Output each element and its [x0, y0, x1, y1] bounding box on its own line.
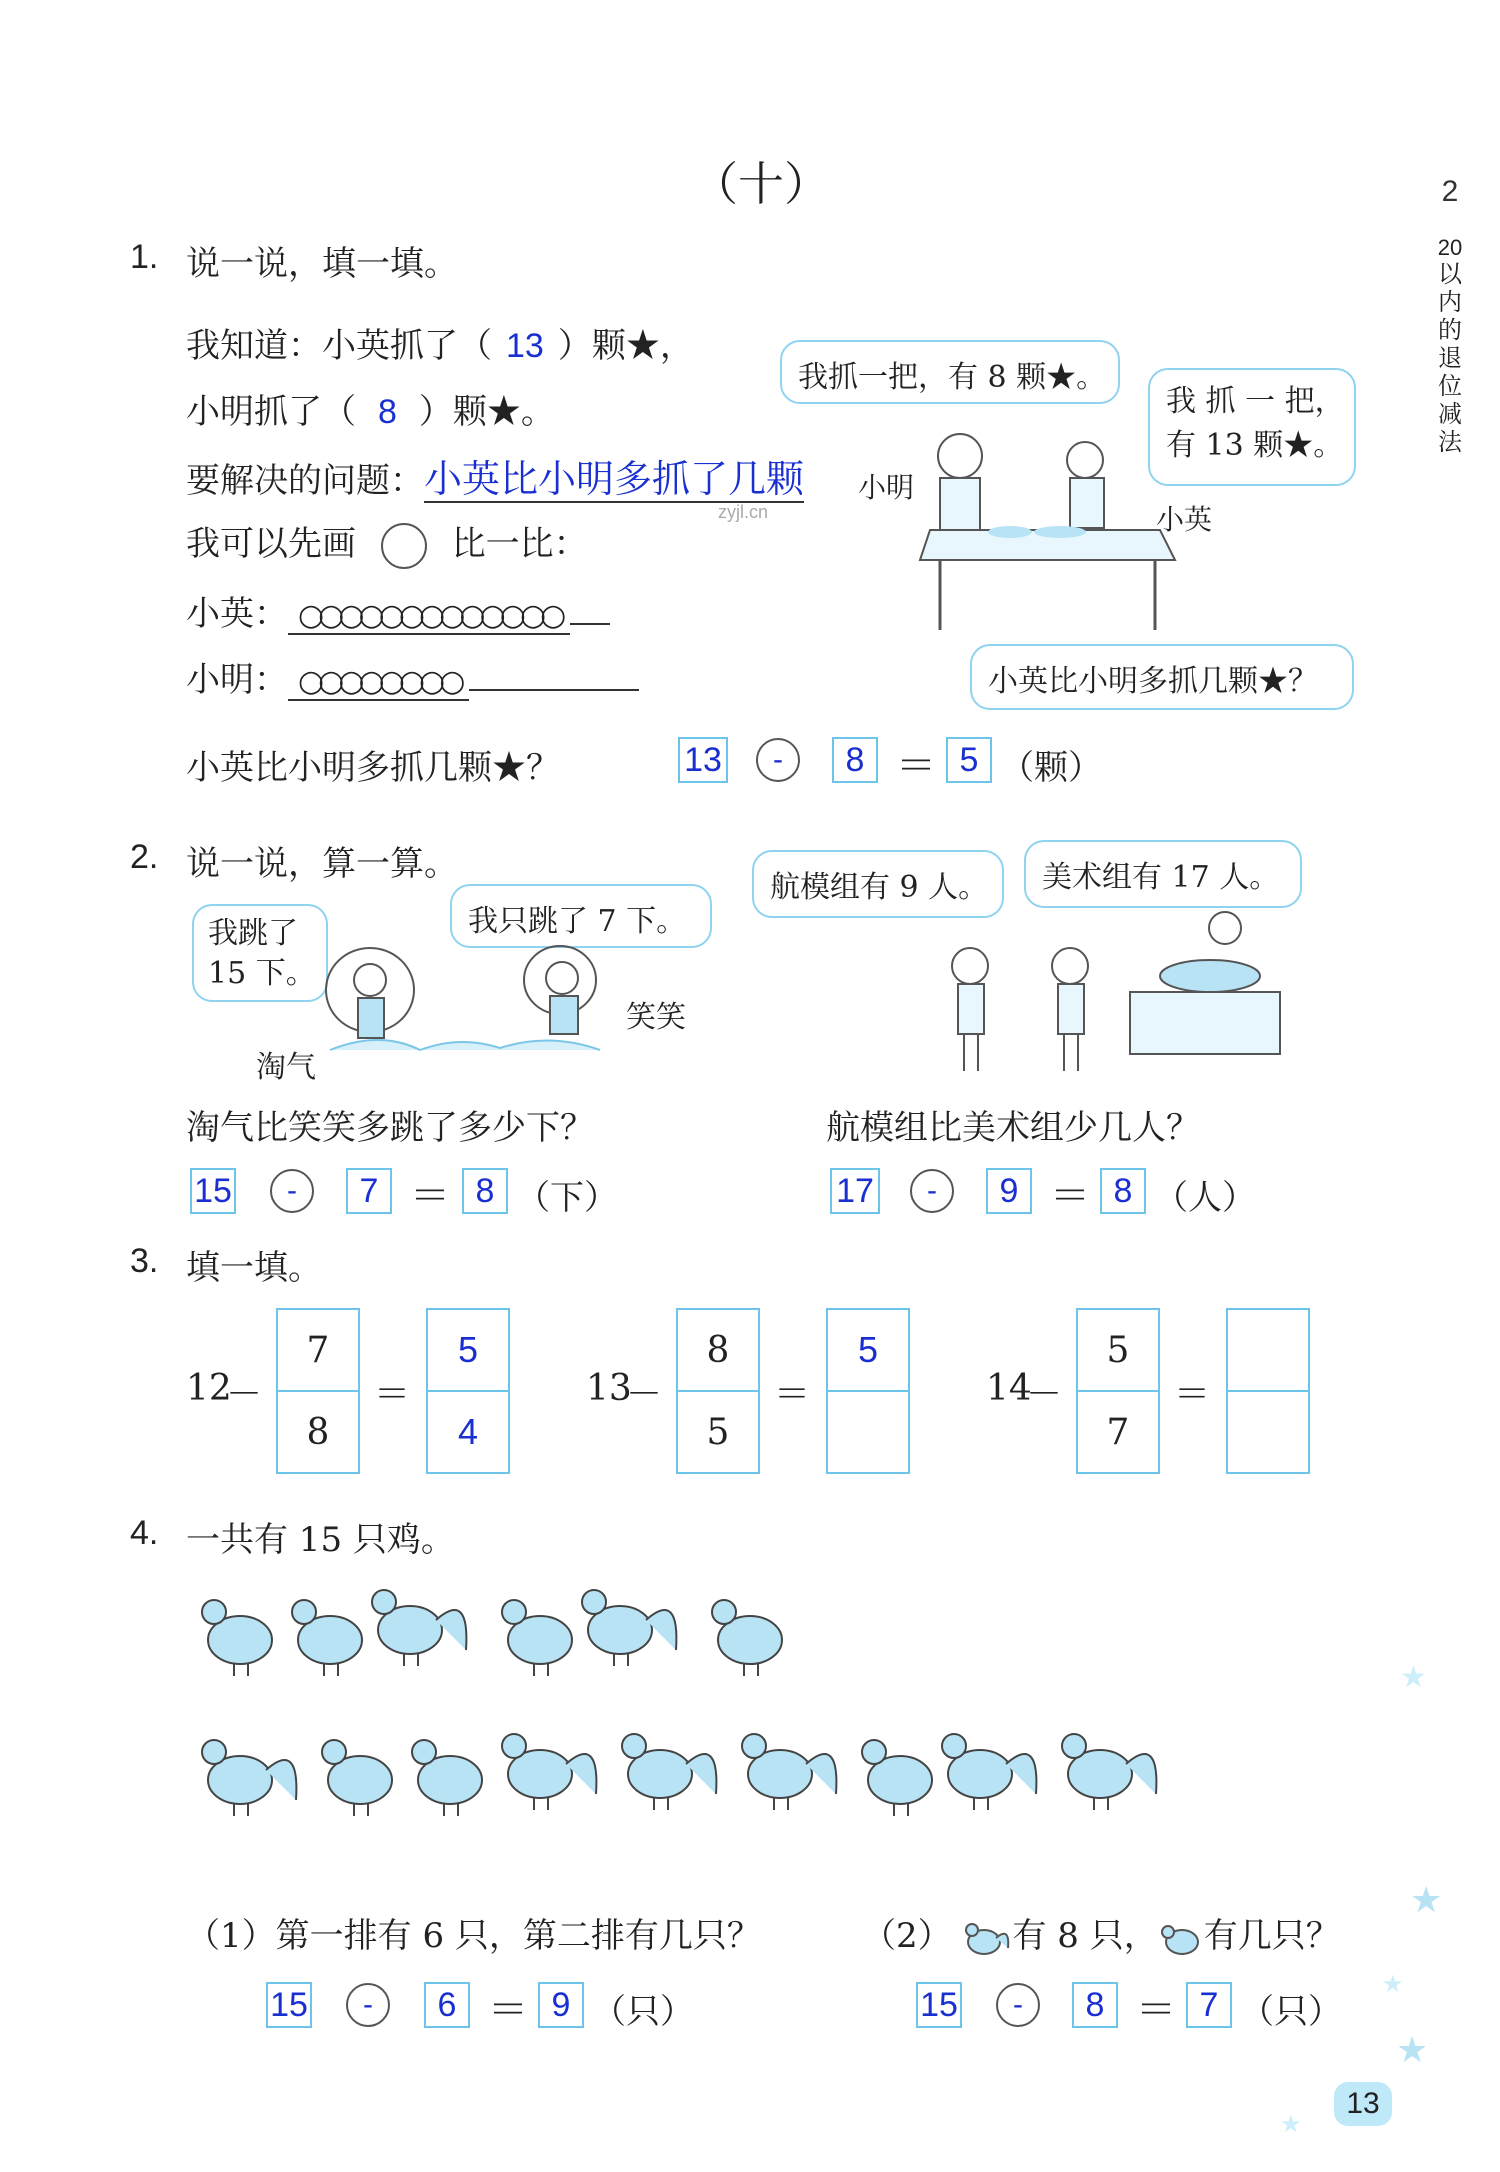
q2-left-eq-equals: ＝	[410, 1173, 450, 1219]
q1-eq-result: 5	[946, 737, 992, 783]
q2-right-eq-unit: （人）	[1154, 1178, 1256, 1218]
q4-heading: 一共有 15 只鸡。	[186, 1520, 455, 1560]
q1-line2	[186, 384, 555, 433]
q1-answer: 小英比小明多抓了几颗	[424, 459, 805, 501]
q1-eq-unit: （颗）	[1000, 748, 1102, 788]
rooster-icon	[742, 1734, 836, 1810]
chapter-title-char: 的	[1438, 317, 1462, 344]
q1-line1-post: ）颗★，	[557, 326, 694, 366]
q3-minus: －	[626, 1374, 663, 1415]
q3-result-bottom[interactable]	[826, 1390, 910, 1474]
rooster-icon	[962, 1918, 1012, 1958]
xiaoying-line-end	[570, 623, 610, 625]
q3-subtrahend-top: 5	[1076, 1308, 1160, 1392]
q2-right-eq-operator: -	[910, 1169, 954, 1213]
q1-bubble-xiaoying-l2: 有 13 颗★。	[1166, 428, 1344, 463]
q1-line3-pre: 要解决的问题：	[186, 461, 424, 501]
q1-line2-value: 8	[378, 393, 397, 431]
q2-bubble-aircraft-club: 航模组有 9 人。	[752, 850, 1004, 918]
chickens-illustration	[200, 1570, 1180, 1850]
q3-result-top[interactable]: 5	[826, 1308, 910, 1392]
q2-right-eq-minuend: 17	[830, 1168, 880, 1214]
q1-bubble-question: 小英比小明多抓几颗★？	[970, 644, 1354, 710]
name-taoqi: 淘气	[256, 1050, 316, 1085]
rooster-icon	[1062, 1734, 1156, 1810]
q4-eq1-subtrahend: 6	[424, 1982, 470, 2028]
q3-subtrahend-bottom: 7	[1076, 1390, 1160, 1474]
q3-heading: 填一填。	[186, 1248, 322, 1288]
xiaoming-line-end	[469, 689, 639, 691]
q4-sub2-pre: （2）	[862, 1916, 952, 1956]
rooster-icon	[942, 1734, 1036, 1810]
q1-eq-equals: ＝	[896, 743, 936, 789]
jump-rope-illustration	[300, 940, 640, 1070]
xiaoming-circles: ○○○○○○○○	[288, 664, 469, 701]
name-xiaoming: 小明	[858, 471, 915, 504]
q3-subtrahend-bottom: 5	[676, 1390, 760, 1474]
q4-eq2-minuend: 15	[916, 1982, 962, 2028]
q3-subtrahend-top: 8	[676, 1308, 760, 1392]
q1-line4	[186, 516, 588, 569]
q1-line3	[186, 448, 804, 503]
children-at-table-illustration	[900, 420, 1180, 640]
q3-equals: ＝	[1174, 1374, 1211, 1415]
q2-number: 2.	[130, 838, 159, 876]
q4-eq1-operator: -	[346, 1983, 390, 2027]
chapter-title-char: 位	[1438, 373, 1462, 400]
hen-icon	[862, 1740, 932, 1816]
xiaoying-label: 小英：	[186, 594, 288, 634]
q3-subtrahend-bottom: 8	[276, 1390, 360, 1474]
chapter-title-char: 法	[1438, 429, 1462, 456]
q4-eq1-unit: （只）	[592, 1992, 694, 2032]
q2-left-question: 淘气比笑笑多跳了多少下？	[186, 1108, 594, 1148]
q4-sub1: （1）第一排有 6 只，第二排有几只？	[186, 1916, 761, 1956]
chapter-number: 2	[1441, 175, 1459, 208]
chapter-title-char: 内	[1438, 289, 1462, 316]
q1-eq-operator: -	[756, 738, 800, 782]
star-icon: ★	[1400, 1660, 1427, 1695]
hen-icon	[202, 1600, 272, 1676]
q4-eq2-operator: -	[996, 1983, 1040, 2027]
q3-result-bottom[interactable]	[1226, 1390, 1310, 1474]
q2-right-question: 航模组比美术组少几人？	[826, 1108, 1200, 1148]
rooster-icon	[622, 1734, 716, 1810]
q1-row-xiaoying	[186, 586, 610, 635]
q2-right-eq-subtrahend: 9	[986, 1168, 1032, 1214]
q4-eq2-equals: ＝	[1136, 1987, 1176, 2033]
q3-minuend: 12	[186, 1368, 232, 1409]
q3-equals: ＝	[374, 1374, 411, 1415]
xiaoying-circles: ○○○○○○○○○○○○○	[288, 598, 570, 635]
q3-minus: －	[1026, 1374, 1063, 1415]
q1-row-xiaoming	[186, 652, 639, 701]
q1-line4-pre: 我可以先画	[186, 524, 356, 564]
hen-icon	[502, 1600, 572, 1676]
q1-line2-pre: 小明抓了（	[186, 392, 356, 432]
q3-result-top[interactable]	[1226, 1308, 1310, 1392]
q3-minuend: 13	[586, 1368, 632, 1409]
q1-line1	[186, 318, 694, 367]
q1-bubble-xiaoying-l1: 我 抓 一 把，	[1166, 384, 1345, 419]
chapter-title-char: 以	[1438, 261, 1462, 288]
q3-minus: －	[226, 1374, 263, 1415]
q3-result-bottom[interactable]: 4	[426, 1390, 510, 1474]
star-icon: ★	[1410, 1880, 1443, 1921]
watermark: zyjl.cn	[718, 502, 769, 522]
chapter-side-tab	[1428, 175, 1472, 457]
rooster-icon	[372, 1590, 466, 1666]
q4-eq1-minuend: 15	[266, 1982, 312, 2028]
q2-left-eq-minuend: 15	[190, 1168, 236, 1214]
q4-number: 4.	[130, 1514, 159, 1552]
chapter-title-char: 退	[1438, 345, 1462, 372]
rooster-icon	[582, 1590, 676, 1666]
chapter-title	[1428, 261, 1472, 457]
page-number: 13	[1334, 2082, 1392, 2126]
q4-eq2-subtrahend: 8	[1072, 1982, 1118, 2028]
page-title: （十）	[692, 157, 830, 211]
q3-number: 3.	[130, 1242, 159, 1280]
name-xiaoxiao: 笑笑	[626, 1000, 686, 1035]
q4-sub2	[862, 1908, 1340, 1958]
q3-result-top[interactable]: 5	[426, 1308, 510, 1392]
q4-eq2-unit: （只）	[1240, 1992, 1342, 2032]
q3-minuend: 14	[986, 1368, 1032, 1409]
hen-icon	[322, 1740, 392, 1816]
q4-eq1-equals: ＝	[488, 1987, 528, 2033]
circle-symbol	[381, 523, 427, 569]
q3-subtrahend-top: 7	[276, 1308, 360, 1392]
q4-sub2-mid: 有 8 只，	[1012, 1916, 1158, 1956]
hen-icon	[1158, 1918, 1204, 1958]
q2-left-eq-result: 8	[462, 1168, 508, 1214]
star-icon: ★	[1280, 2110, 1302, 2138]
hen-icon	[412, 1740, 482, 1816]
chapter-range: 20	[1437, 235, 1463, 260]
star-icon: ★	[1382, 1970, 1404, 1998]
q1-eq-minuend: 13	[678, 737, 728, 783]
hen-icon	[292, 1600, 362, 1676]
q1-line2-post: ）颗★。	[418, 392, 555, 432]
hen-icon	[712, 1600, 782, 1676]
q2-bubble-art-club: 美术组有 17 人。	[1024, 840, 1302, 908]
q2-bubble-taoqi-l2: 15 下。	[208, 956, 316, 991]
q1-eq-subtrahend: 8	[832, 737, 878, 783]
q4-sub2-post: 有几只？	[1203, 1916, 1340, 1956]
rooster-icon	[202, 1740, 296, 1816]
q2-bubble-taoqi-l1: 我跳了	[208, 916, 298, 951]
chapter-title-char: 减	[1438, 401, 1462, 428]
q2-right-eq-result: 8	[1100, 1168, 1146, 1214]
q1-bubble-xiaoming: 我抓一把，有 8 颗★。	[780, 340, 1120, 404]
name-xiaoying: 小英	[1156, 503, 1213, 536]
xiaoming-label: 小明：	[186, 660, 288, 700]
rooster-icon	[502, 1734, 596, 1810]
q1-line1-pre: 我知道：小英抓了（	[186, 326, 492, 366]
q1-question: 小英比小明多抓几颗★？	[186, 748, 560, 788]
q2-left-eq-unit: （下）	[516, 1178, 618, 1218]
star-icon: ★	[1396, 2030, 1429, 2071]
q3-equals: ＝	[774, 1374, 811, 1415]
q4-eq1-result: 9	[538, 1982, 584, 2028]
q2-bubble-xiaoxiao: 我只跳了 7 下。	[450, 884, 712, 948]
q2-right-eq-equals: ＝	[1050, 1173, 1090, 1219]
q2-left-eq-operator: -	[270, 1169, 314, 1213]
students-illustration	[940, 906, 1300, 1076]
q1-number: 1.	[130, 238, 159, 276]
q2-heading: 说一说，算一算。	[186, 844, 458, 884]
q1-line4-post: 比一比：	[451, 524, 588, 564]
q1-line1-value: 13	[506, 327, 544, 365]
q4-eq2-result: 7	[1186, 1982, 1232, 2028]
q1-heading: 说一说，填一填。	[186, 244, 458, 284]
q2-left-eq-subtrahend: 7	[346, 1168, 392, 1214]
